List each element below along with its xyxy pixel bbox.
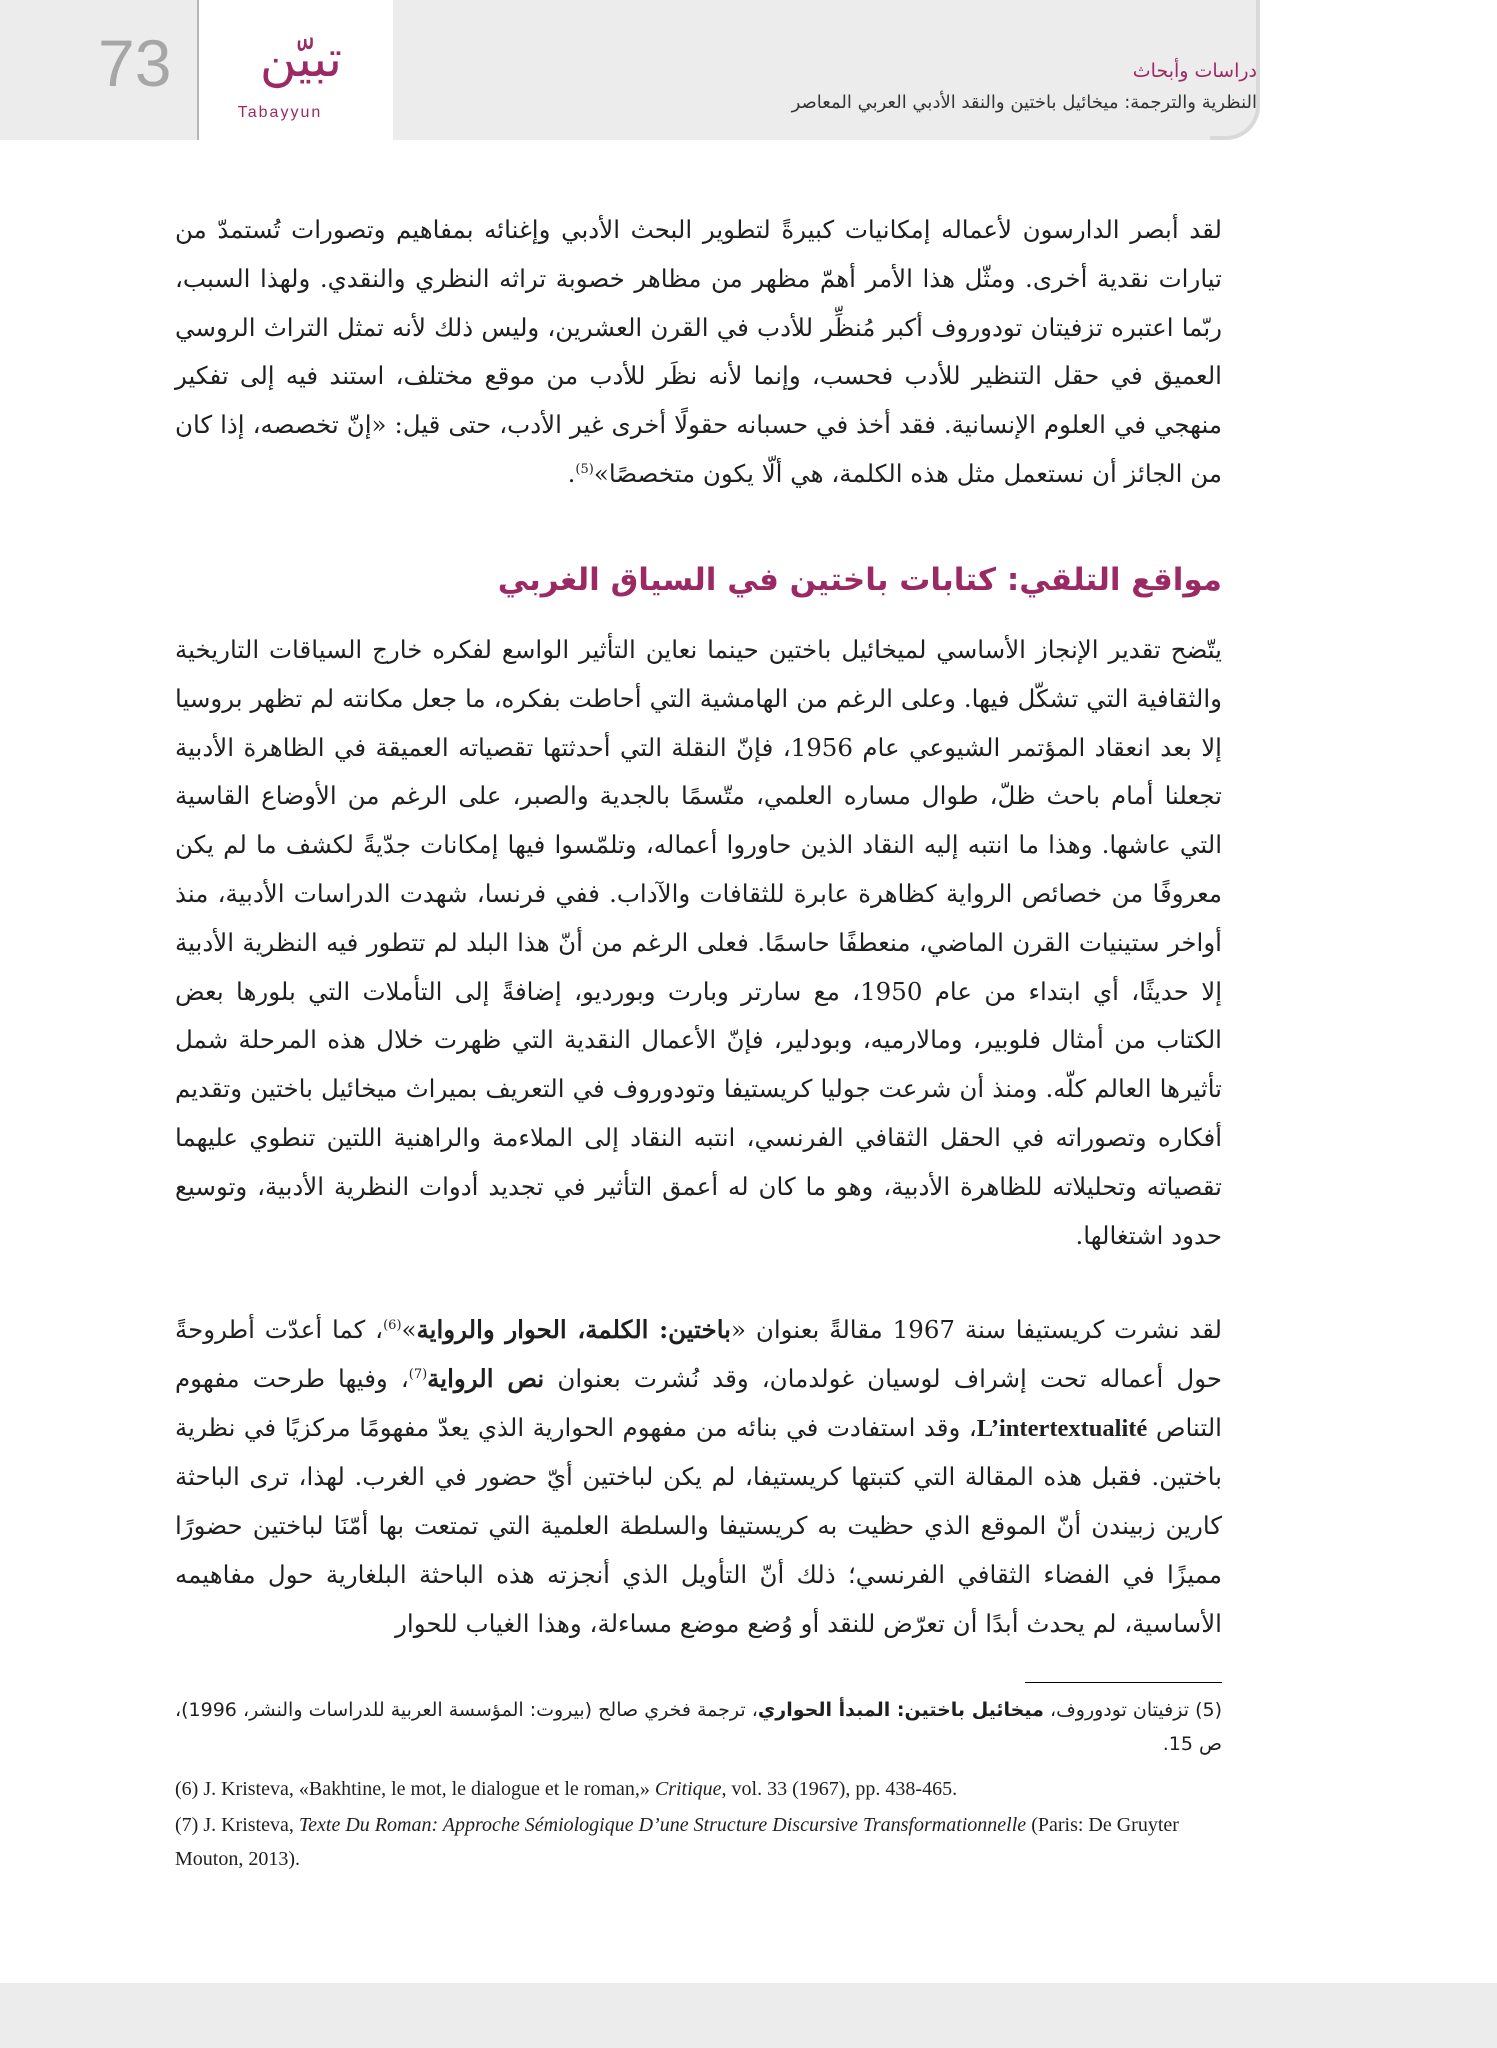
header-divider bbox=[197, 0, 199, 140]
book-title-bold: نص الرواية bbox=[427, 1363, 545, 1393]
journal-logo: تبيّن bbox=[259, 30, 343, 88]
intertextuality-term: L’intertextualité bbox=[976, 1414, 1148, 1442]
running-title: النظرية والترجمة: ميخائيل باختين والنقد الأدبي العربي المعاصر bbox=[791, 92, 1257, 113]
section-heading: مواقع التلقي: كتابات باختين في السياق الغربي bbox=[497, 562, 1222, 598]
paragraph-3: لقد نشرت كريستيفا سنة 1967 مقالةً بعنوان «باختين: الكلمة، الحوار والرواية»$^{(6)}$، كما أعدّت أطروحةً حول أعماله تحت إشراف لوسيان غولدمان، وقد نُشرت بعنوان نص الرواية$^{(7)}$، وفيها طرحت مفهوم التناص L’intertextualité، وقد استفادت في بنائه من مفهوم الحوارية الذي يعدّ مفهومًا مركزيًا في نظرية باختين. فقبل هذه المقالة التي كتبتها كريستيفا، لم يكن لباختين أيّ حضور في الغرب. لهذا، ترى الباحثة كارين زبيندن أنّ الموقع الذي حظيت به كريستيفا والسلطة العلمية التي تمتعت بها أمّنَا لباختين حضورًا مميزًا في الفضاء الثقافي الفرنسي؛ ذلك أنّ التأويل الذي أنجزته هذه الباحثة البلغارية حول مفاهيمه الأساسية، لم يحدث أبدًا أن تعرّض للنقد أو وُضع موضع مساءلة، وهذا الغياب للحوار bbox=[175, 1315, 1222, 1638]
paragraph-2: يتّضح تقدير الإنجاز الأساسي لميخائيل باختين حينما نعاين التأثير الواسع لفكره خارج السياقات التاريخية والثقافية التي تشكّل فيها. وعلى الرغم من الهامشية التي أحاطت بفكره، ما جعل مكانته لم تظهر بروسيا إلا بعد انعقاد المؤتمر الشيوعي عام 1956، فإنّ النقلة التي أحدثتها تقصياته العميقة في الظاهرة الأدبية تجعلنا أمام باحث ظلّ، طوال مساره العلمي، متّسمًا بالجدية والصبر، على الرغم من الأوضاع القاسية التي عاشها. وهذا ما انتبه إليه النقاد الذين حاوروا أعماله، وتلمّسوا فيها إمكانات جدّيةً لكشف ما لم يكن معروفًا من خصائص الرواية كظاهرة عابرة للثقافات والآداب. ففي فرنسا، شهدت الدراسات الأدبية، منذ أواخر ستينيات القرن الماضي، منعطفًا حاسمًا. فعلى الرغم من أنّ هذا البلد لم تتطور فيه النظرية الأدبية إلا حديثًا، أي ابتداء من عام 1950، مع سارتر وبارت وبورديو، إضافةً إلى التأملات التي بلورها بعض الكتاب من أمثال فلوبير، ومالارميه، وبودلير، فإنّ الأعمال النقدية التي ظهرت خلال هذه المرحلة شمل تأثيرها العالم كلّه. ومنذ أن شرعت جوليا كريستيفا وتودوروف في التعريف بميراث ميخائيل باختين وتقديم أفكاره وتصوراته في الحقل الثقافي الفرنسي، انتبه النقاد إلى الملاءمة والراهنية اللتين تنطوي عليهما تقصياته وتحليلاته للظاهرة الأدبية، وهو ما كان له أعمق التأثير في تجديد أدوات النظرية الأدبية، وتوسيع حدود اشتغالها. bbox=[175, 635, 1223, 1250]
paragraph-1: لقد أبصر الدارسون لأعماله إمكانيات كبيرةً لتطوير البحث الأدبي وإغنائه بمفاهيم وتصورات تُستمدّ من تيارات نقدية أخرى. ومثّل هذا الأمر أهمّ مظهر من مظاهر خصوبة تراثه النظري والنقدي. ولهذا السبب، ربّما اعتبره تزفيتان تودوروف أكبر مُنظِّر للأدب في القرن العشرين، وليس ذلك لأنه تمثل التراث الروسي العميق في حقل التنظير للأدب فحسب، وإنما لأنه نظَر للأدب من موقع مختلف، استند فيه إلى تفكير منهجي في العلوم الإنسانية. فقد أخذ في حسبانه حقولًا أخرى غير الأدب، حتى قيل: «إنّ تخصصه، إذا كان من الجائز أن نستعمل مثل هذه الكلمة، هي ألّا يكون متخصصًا»$^{(5)}$. bbox=[175, 215, 1222, 488]
page-number: 73 bbox=[98, 26, 172, 100]
footnote-rule bbox=[1025, 1682, 1222, 1683]
footnote-5: (5) تزفيتان تودوروف، ميخائيل باختين: المبدأ الحواري، ترجمة فخري صالح (بيروت: المؤسسة العربية للدراسات والنشر، 1996)، ص 15. bbox=[175, 1699, 1222, 1755]
journal-logo-latin: Tabayyun bbox=[237, 104, 323, 121]
footnote-ref-5[interactable]: (5) bbox=[575, 461, 594, 477]
footnote-6: (6) J. Kristeva, «Bakhtine, le mot, le dialogue et le roman,» Critique, vol. 33 (1967), pp. 438-465. bbox=[175, 1778, 958, 1800]
footnote-7: (7) J. Kristeva, Texte Du Roman: Approche Sémiologique D’une Structure Discursive Transformationnelle (Paris: De Gruyter Mouton, 2013). bbox=[175, 1814, 1179, 1870]
footer-band bbox=[0, 1983, 1497, 2048]
section-label: دراسات وأبحاث bbox=[1132, 60, 1257, 82]
footnote-ref-6[interactable]: (6) bbox=[383, 1317, 402, 1333]
footnote-ref-7[interactable]: (7) bbox=[408, 1366, 428, 1382]
article-title-bold: باختين: الكلمة، الحوار والرواية bbox=[416, 1315, 731, 1344]
header-band bbox=[0, 0, 1258, 140]
